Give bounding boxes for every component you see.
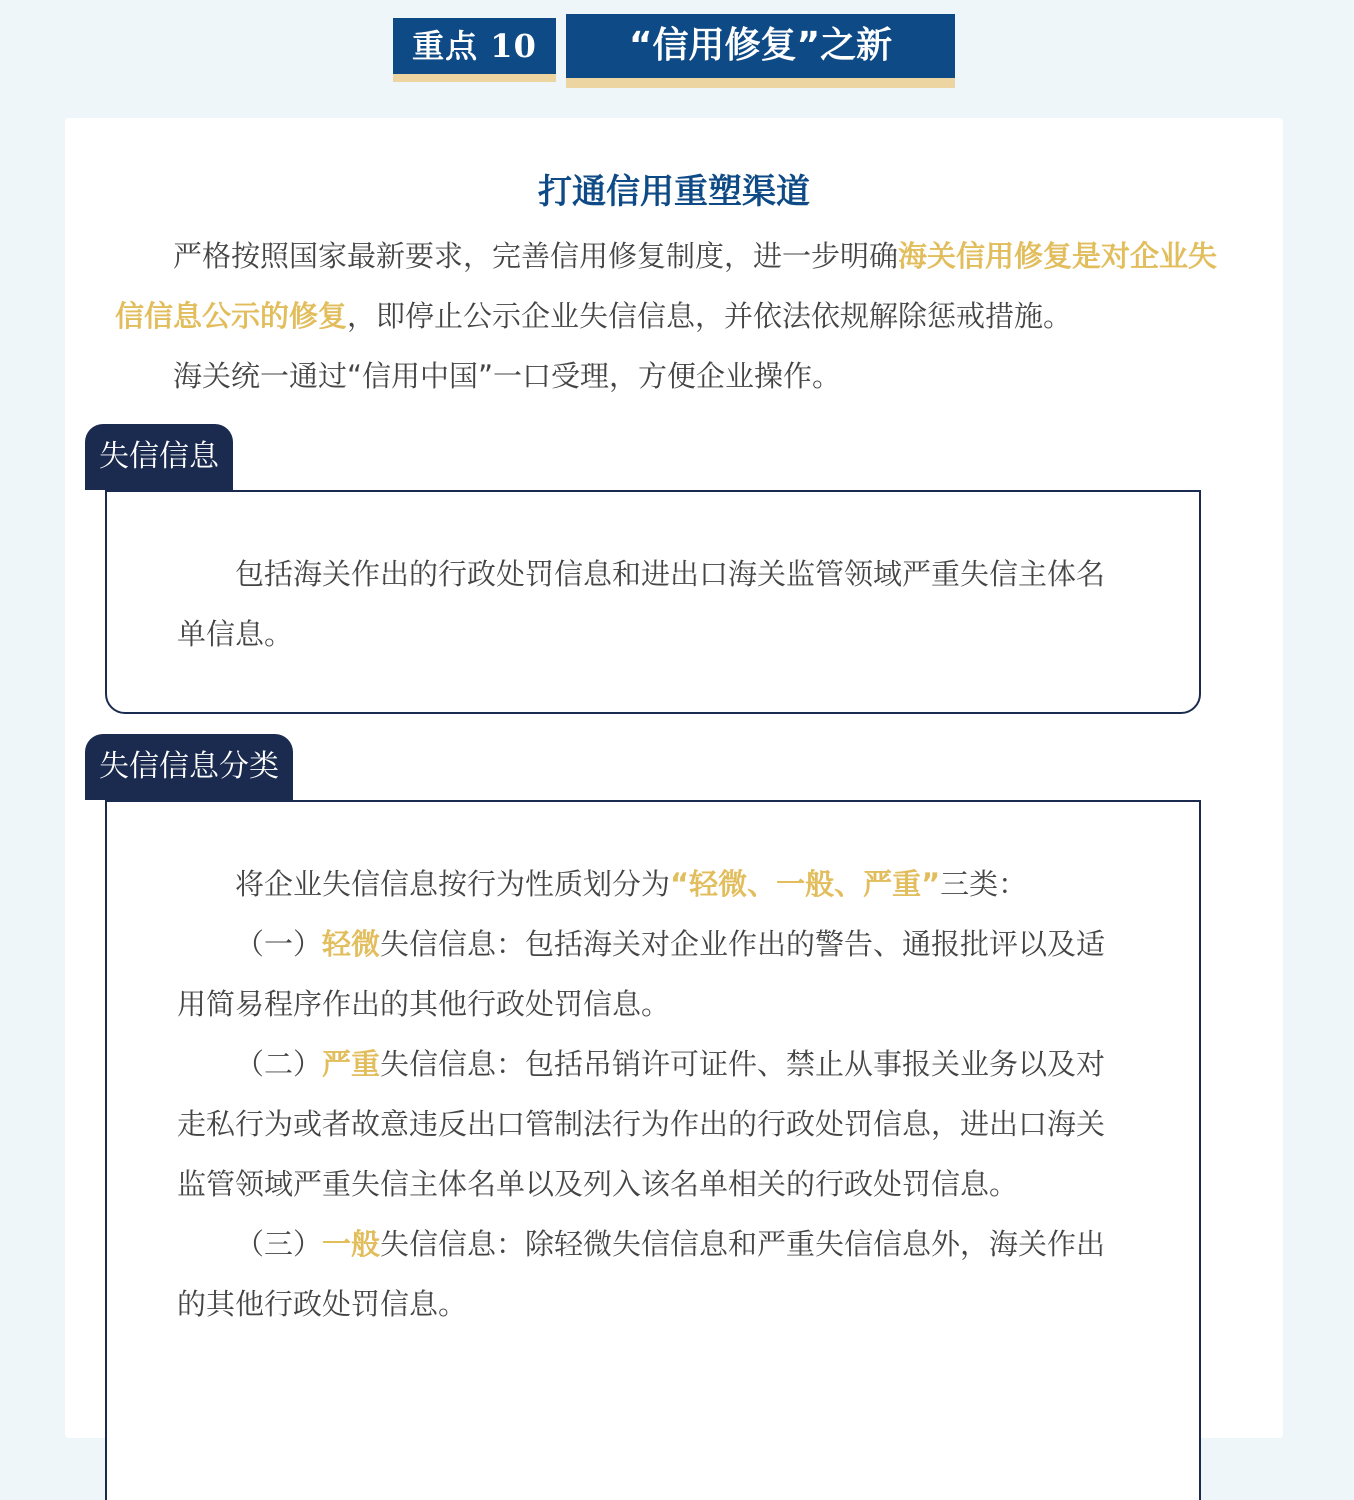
item-level: 轻微 xyxy=(322,927,381,961)
item-level: 一般 xyxy=(322,1227,381,1261)
classification-intro-post: 三类： xyxy=(940,867,1028,901)
item-text: 失信信息：包括海关对企业作出的警告、通报批评以及适用简易程序作出的其他行政处罚信息。 xyxy=(177,927,1106,1021)
item-prefix: （三） xyxy=(235,1227,323,1261)
classification-item-general xyxy=(177,1214,1131,1334)
intro-paragraph-1-pre: 严格按照国家最新要求，完善信用修复制度，进一步明确 xyxy=(173,239,899,273)
item-level: 严重 xyxy=(322,1047,381,1081)
intro-paragraph-1-highlight: 海关信用修复是对企业失信信息公示的修复 xyxy=(115,239,1218,333)
item-text: 失信信息：包括吊销许可证件、禁止从事报关业务以及对走私行为或者故意违反出口管制法行为作出的行政处罚信息，进出口海关监管领域严重失信主体名单以及列入该名单相关的行政处罚信息。 xyxy=(177,1047,1106,1201)
tab-dishonest-info: 失信信息 xyxy=(85,424,233,490)
classification-intro xyxy=(177,854,1131,914)
dishonest-info-text xyxy=(177,544,1131,664)
intro-paragraph-1-post: ，即停止公示企业失信信息，并依法依规解除惩戒措施。 xyxy=(347,299,1073,333)
classification-text xyxy=(177,854,1131,1334)
classification-item-serious xyxy=(177,1034,1131,1214)
item-prefix: （二） xyxy=(235,1047,323,1081)
item-text: 失信信息：除轻微失信信息和严重失信信息外，海关作出的其他行政处罚信息。 xyxy=(177,1227,1106,1321)
section-heading: 打通信用重塑渠道 xyxy=(538,172,810,212)
classification-intro-pre: 将企业失信信息按行为性质划分为 xyxy=(235,867,671,901)
topic-title-badge: “信用修复”之新 xyxy=(566,14,955,88)
dishonest-info-paragraph: 包括海关作出的行政处罚信息和进出口海关监管领域严重失信主体名单信息。 xyxy=(177,557,1106,651)
item-prefix: （一） xyxy=(235,927,323,961)
intro-text xyxy=(115,226,1245,406)
tab-dishonest-info-classification: 失信信息分类 xyxy=(85,734,293,800)
key-point-badge: 重点 10 xyxy=(393,18,556,82)
intro-paragraph-2: 海关统一通过“信用中国”一口受理，方便企业操作。 xyxy=(173,359,842,393)
classification-intro-highlight: “轻微、一般、严重” xyxy=(670,867,941,901)
classification-box xyxy=(105,800,1201,1500)
dishonest-info-box xyxy=(105,490,1201,714)
intro-paragraph-1 xyxy=(115,226,1245,346)
classification-item-minor xyxy=(177,914,1131,1034)
